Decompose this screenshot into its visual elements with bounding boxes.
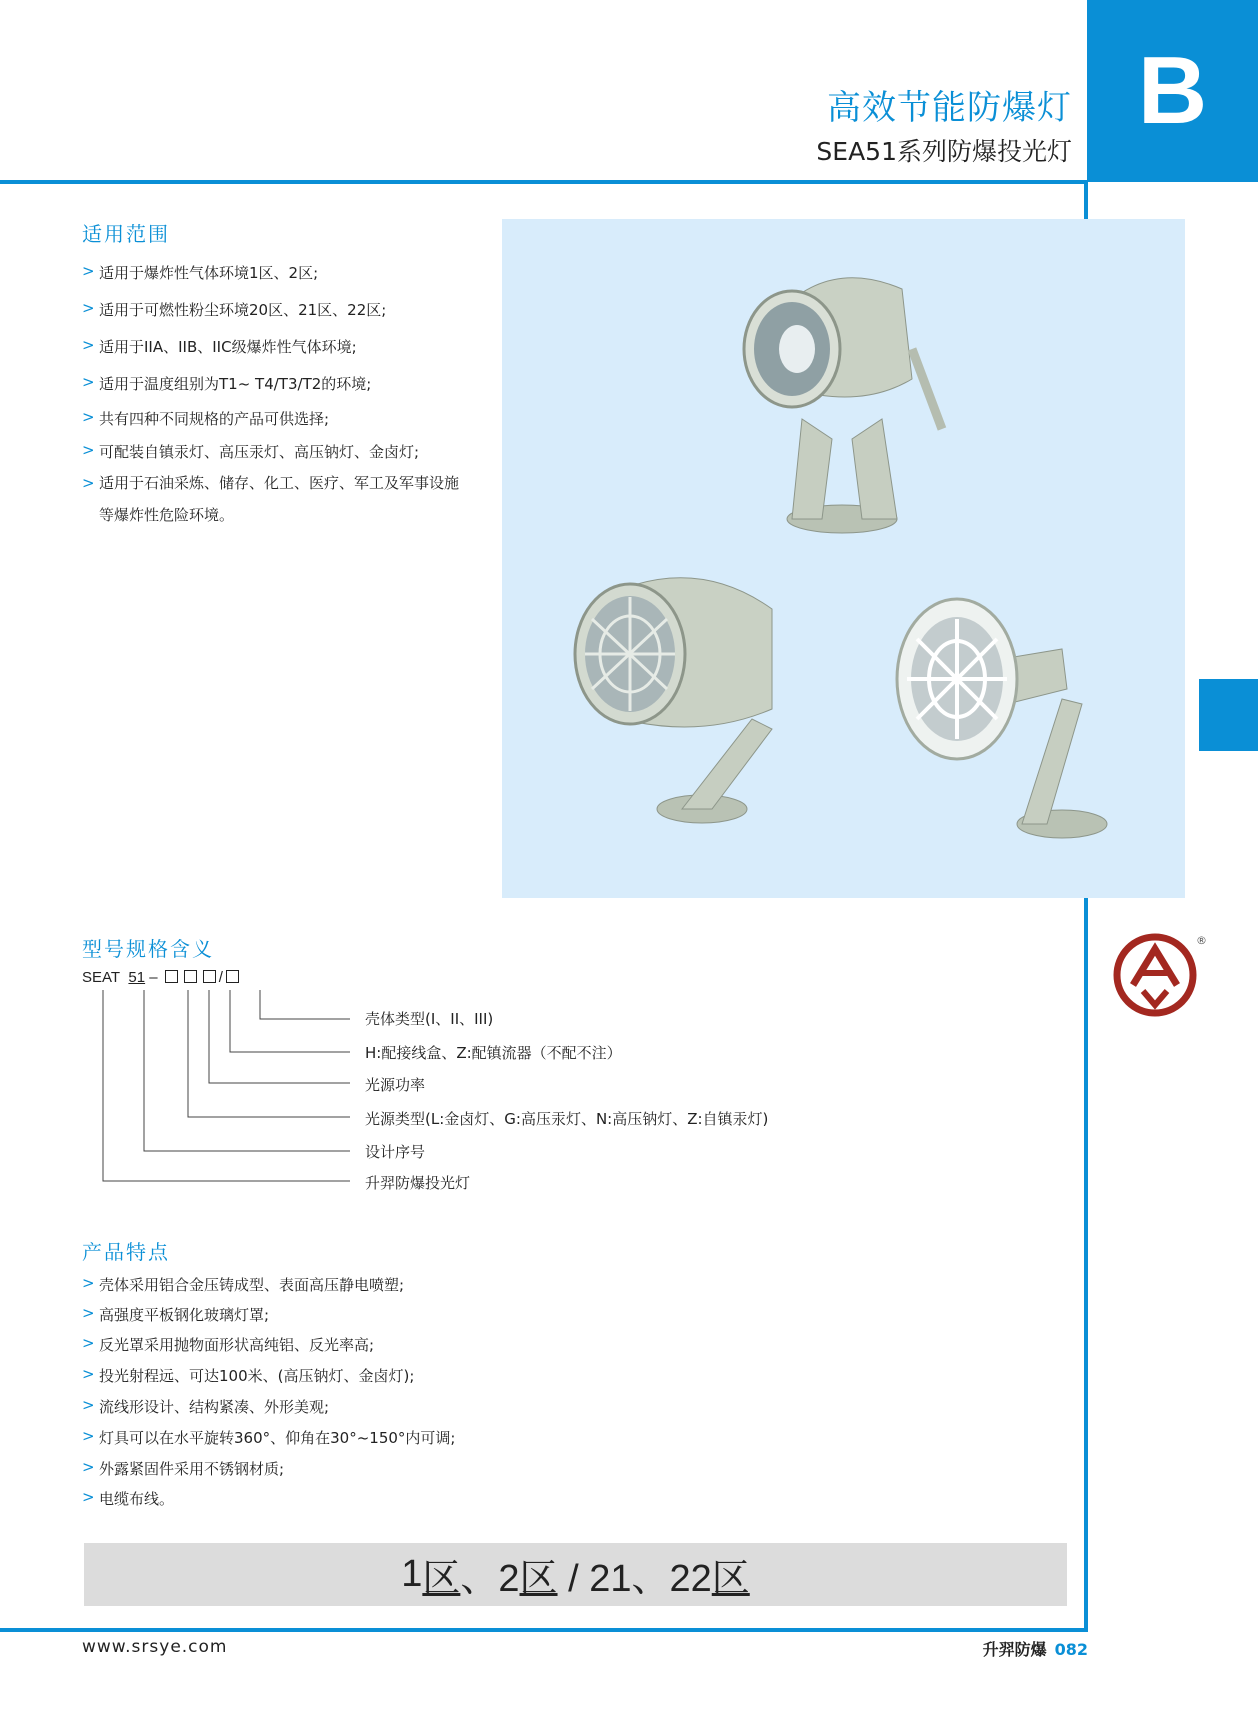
model-code-series: 51 [128,969,146,986]
placeholder-box-icon [226,970,239,983]
header-divider [0,180,1088,184]
section-letter: B [1137,37,1208,144]
model-definition: H:配接线盒、Z:配镇流器（不配不注） [365,1044,622,1062]
features-title: 产品特点 [82,1240,170,1264]
list-item: > 共有四种不同规格的产品可供选择; [82,408,330,428]
list-item: > 投光射程远、可达100米、(高压钠灯、金卤灯); [82,1365,415,1385]
arrow-marker-icon: > [82,1458,95,1476]
placeholder-box-icon [184,970,197,983]
list-item: > 壳体采用铝合金压铸成型、表面高压静电喷塑; [82,1274,405,1294]
list-item: > 反光罩采用抛物面形状高纯铝、反光率高; [82,1334,375,1354]
arrow-marker-icon: > [82,299,95,317]
arrow-marker-icon: > [82,1304,95,1322]
list-item: > 灯具可以在水平旋转360°、仰角在30°~150°内可调; [82,1427,456,1447]
arrow-marker-icon: > [82,1365,95,1383]
footer-brand [983,1637,1088,1660]
features-list [82,1274,982,1518]
model-definition: 升羿防爆投光灯 [365,1174,471,1192]
arrow-marker-icon: > [82,262,95,280]
list-item: > 适用于可燃性粉尘环境20区、21区、22区; [82,299,387,319]
list-item: > 适用于石油采炼、储存、化工、医疗、军工及军事设施等爆炸性危险环境。 [82,467,472,531]
list-item: > 适用于温度组别为T1~ T4/T3/T2的环境; [82,373,372,393]
list-item: > 可配装自镇汞灯、高压汞灯、高压钠灯、金卤灯; [82,441,420,461]
model-code-slash: / [218,969,223,986]
footer-divider [0,1628,1088,1632]
model-title: 型号规格含义 [82,937,214,961]
scope-title: 适用范围 [82,222,170,246]
list-item: > 电缆布线。 [82,1488,175,1508]
model-code-dash: – [149,969,158,986]
list-item: > 流线形设计、结构紧凑、外形美观; [82,1396,330,1416]
arrow-marker-icon: > [82,441,95,459]
page-title: 高效节能防爆灯 [827,88,1072,128]
floodlight-illustration [502,219,1185,898]
arrow-marker-icon: > [82,373,95,391]
arrow-marker-icon: > [82,474,95,492]
list-item: > 高强度平板钢化玻璃灯罩; [82,1304,270,1324]
list-item: > 外露紧固件采用不锈钢材质; [82,1458,285,1478]
arrow-marker-icon: > [82,1274,95,1292]
page-number: 082 [1054,1640,1088,1659]
arrow-marker-icon: > [82,336,95,354]
page-subtitle: SEA51系列防爆投光灯 [816,137,1072,166]
scope-list [82,262,472,531]
arrow-marker-icon: > [82,1488,95,1506]
arrow-marker-icon: > [82,408,95,426]
brand-name: 升羿防爆 [982,1640,1047,1659]
side-index-tab [1199,679,1258,751]
company-logo-icon [1113,933,1197,1017]
model-code [82,969,242,986]
arrow-marker-icon: > [82,1334,95,1352]
model-code-prefix: SEAT [82,969,121,986]
floodlight-guard-right [897,599,1107,838]
arrow-marker-icon: > [82,1396,95,1414]
model-definition: 设计序号 [365,1143,426,1161]
footer-url[interactable]: www.srsye.com [82,1637,228,1657]
list-item: > 适用于爆炸性气体环境1区、2区; [82,262,319,282]
floodlight-guard-left [575,578,772,823]
zone-banner: 1 区 、2 区 / 21、22 区 [84,1543,1067,1606]
placeholder-box-icon [165,970,178,983]
section-letter-tab [1087,0,1258,182]
list-item: > 适用于IIA、IIB、IIC级爆炸性气体环境; [82,336,357,356]
registered-mark: ® [1196,934,1207,947]
placeholder-box-icon [203,970,216,983]
arrow-marker-icon: > [82,1427,95,1445]
floodlight-top [744,278,942,533]
product-photo [502,219,1185,898]
model-definition: 光源类型(L:金卤灯、G:高压汞灯、N:高压钠灯、Z:自镇汞灯) [365,1110,769,1128]
model-definition: 壳体类型(I、II、III) [365,1010,494,1028]
model-definition: 光源功率 [365,1076,426,1094]
